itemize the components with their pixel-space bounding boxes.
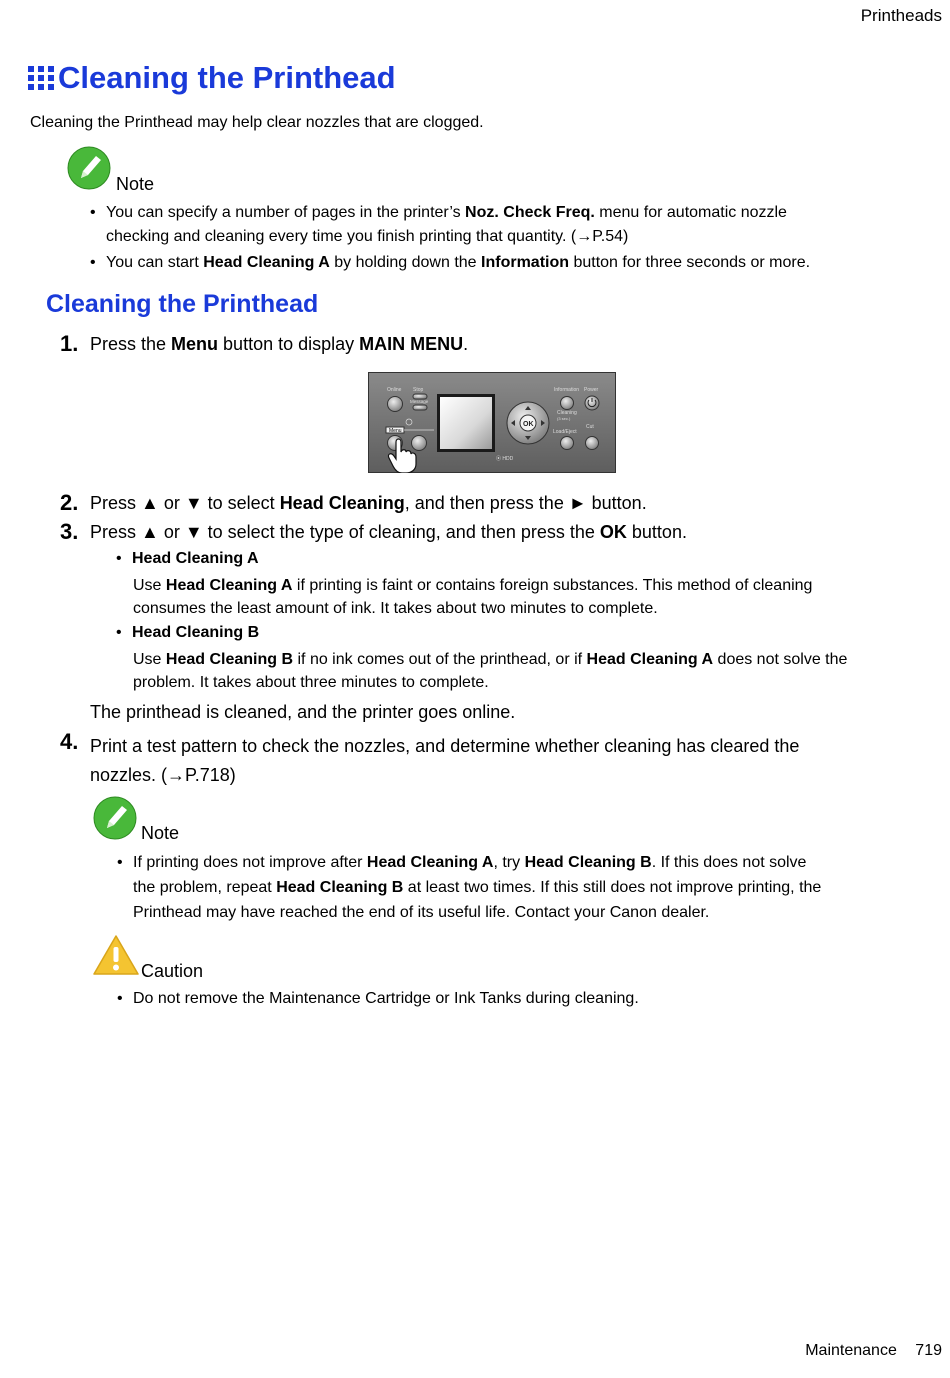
result-text: The printhead is cleaned, and the printer goes online. (90, 702, 516, 722)
panel-label-menu: Menu (389, 428, 402, 434)
note-bullet (90, 201, 906, 249)
cleaning-a-heading (116, 550, 259, 568)
bullet-dot: • (90, 254, 96, 271)
page-number: 719 (915, 1342, 942, 1359)
desc-text: does not solve the (713, 651, 848, 668)
note-label: Note (141, 823, 180, 843)
panel-label-stop: Stop (413, 387, 424, 393)
stop-button (413, 394, 427, 399)
button-name: Information (481, 254, 570, 271)
note-text: You can specify a number of pages in the printer’s (106, 204, 466, 221)
caution-text: Do not remove the Maintenance Cartridge or Ink Tanks during cleaning. (133, 990, 639, 1007)
panel-label-information: Information (554, 387, 580, 393)
step-number: 4. (60, 729, 79, 754)
bullet-dot: • (116, 550, 122, 567)
step-text-part: Press ▲ or ▼ to select (90, 493, 280, 513)
back-button (412, 436, 427, 451)
panel-label-online: Online (387, 387, 402, 393)
panel-label-ok: OK (523, 421, 534, 428)
note-text: menu for automatic nozzle (594, 204, 787, 221)
step-text-part: Press ▲ or ▼ to select the type of cleaning, and then press the (90, 522, 600, 542)
note-text: button for three seconds or more. (569, 254, 811, 271)
note-text: If printing does not improve after (133, 854, 367, 871)
note-pencil-icon (67, 146, 111, 190)
message-button (413, 405, 427, 410)
panel-label-cut: Cut (586, 424, 594, 430)
note-text: at least two times. If this still does not improve printing, the (403, 879, 822, 896)
cleaning-a-title: Head Cleaning A (132, 550, 259, 567)
display-screen (440, 397, 492, 449)
step-text (90, 522, 687, 543)
information-button (561, 397, 574, 410)
menu-name: Head Cleaning A (165, 577, 293, 594)
step-text-part: . (463, 334, 469, 354)
cleaning-a-description (133, 574, 923, 620)
cleaning-b-title: Head Cleaning B (132, 624, 260, 641)
note-text: You can start (106, 254, 204, 271)
note-pencil-icon (93, 796, 137, 840)
panel-label-cleaning-sub: (3 sec.) (557, 416, 571, 421)
menu-name: Head Cleaning A (366, 854, 494, 871)
page-title-text: Cleaning the Printhead (58, 60, 396, 95)
note-text: by holding down the (329, 254, 482, 271)
menu-name: Noz. Check Freq. (465, 204, 595, 221)
menu-name: Head Cleaning A (203, 254, 330, 271)
footer-section: Maintenance (805, 1342, 897, 1359)
control-panel-illustration (368, 372, 616, 473)
page-title (28, 60, 396, 96)
panel-brand: ⦿ HDD (496, 456, 514, 462)
step-text-part: button. (626, 522, 687, 542)
step-number: 3. (60, 519, 79, 544)
menu-name: Head Cleaning (279, 493, 405, 513)
step-text (90, 334, 468, 355)
note-text: , try (493, 854, 525, 871)
caution-bullet (117, 987, 913, 1011)
menu-name: Head Cleaning B (276, 879, 404, 896)
panel-label-load-eject: Load/Eject (553, 429, 577, 435)
step-text-part: button to display (218, 334, 360, 354)
desc-text: consumes the least amount of ink. It takes about two minutes to complete. (133, 600, 658, 617)
button-name: OK (599, 522, 627, 542)
load-eject-button (561, 437, 574, 450)
note-label: Note (116, 174, 155, 194)
page-footer (805, 1342, 942, 1360)
note-text: checking and cleaning every time you finish printing that quantity. (→P.54) (106, 228, 629, 245)
online-button (388, 397, 403, 412)
desc-text: Use (133, 577, 166, 594)
step-number: 1. (60, 331, 79, 356)
step-text-part: , and then press the ► button. (404, 493, 647, 513)
step-text (90, 493, 647, 514)
intro-text: Cleaning the Printhead may help clear nozzles that are clogged. (30, 114, 484, 131)
note-text: the problem, repeat (133, 879, 277, 896)
bullet-dot: • (116, 624, 122, 641)
step-text-part: nozzles. (→P.718) (90, 765, 236, 785)
desc-text: problem. It takes about three minutes to complete. (133, 674, 489, 691)
bullet-dot: • (117, 854, 123, 871)
step-text-part: Print a test pattern to check the nozzles, and determine whether cleaning has cleared the (90, 736, 800, 756)
desc-text: Use (133, 651, 166, 668)
cleaning-b-description (133, 648, 933, 694)
grid-bullet-icon (28, 65, 54, 91)
menu-name: Head Cleaning A (586, 651, 714, 668)
bullet-dot: • (117, 990, 123, 1007)
button-name: Menu (171, 334, 219, 354)
panel-label-power: Power (584, 387, 599, 393)
section-heading: Cleaning the Printhead (46, 290, 319, 318)
panel-label-cleaning: Cleaning (557, 410, 577, 416)
running-header: Printheads (860, 6, 942, 25)
note-text: Printhead may have reached the end of its useful life. Contact your Canon dealer. (133, 904, 710, 921)
note-bullet (90, 251, 906, 275)
menu-name: Head Cleaning B (524, 854, 652, 871)
step-text (90, 732, 799, 790)
menu-name: MAIN MENU (359, 334, 464, 354)
step-text-part: Press the (90, 334, 172, 354)
step-number: 2. (60, 490, 79, 515)
panel-label-message: Message (410, 399, 429, 404)
cleaning-b-heading (116, 624, 260, 642)
menu-name: Head Cleaning B (165, 651, 294, 668)
caution-label: Caution (141, 961, 204, 981)
desc-text: if no ink comes out of the printhead, or if (293, 651, 587, 668)
note-bullet (117, 850, 913, 925)
cut-button (586, 437, 599, 450)
note-text: . If this does not solve (651, 854, 807, 871)
caution-warning-icon (93, 935, 139, 975)
bullet-dot: • (90, 204, 96, 221)
desc-text: if printing is faint or contains foreign substances. This method of cleaning (292, 577, 813, 594)
